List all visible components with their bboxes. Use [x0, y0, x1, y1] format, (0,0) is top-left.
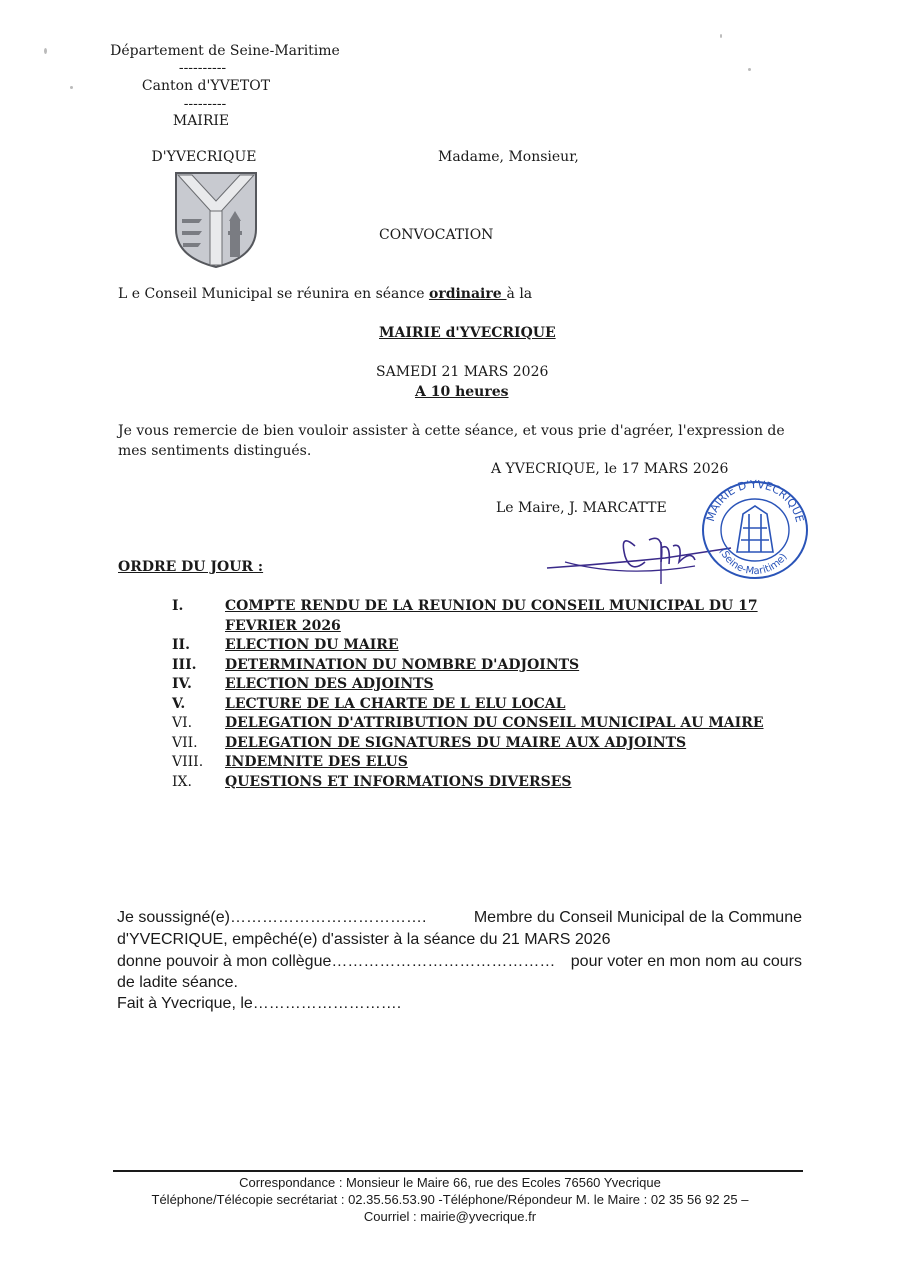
meeting-date: SAMEDI 21 MARS 2026 — [376, 364, 549, 380]
signatory: Le Maire, J. MARCATTE — [496, 500, 667, 516]
list-item — [172, 597, 812, 636]
intro-emphasis: ordinaire — [428, 286, 507, 302]
list-item — [172, 675, 812, 695]
meeting-time: A 10 heures — [415, 384, 509, 400]
agenda-number: III. — [172, 656, 197, 673]
proxy-line-4: de ladite séance. — [117, 974, 238, 991]
proxy-member-text: Membre du Conseil Municipal de la Commune — [473, 909, 802, 926]
proxy-vote-text: pour voter en mon nom au cours — [570, 953, 802, 970]
proxy-name-blank: Je soussigné(e)………………………………. — [117, 909, 427, 926]
footer-line-1: Correspondance : Monsieur le Maire 66, rue des Ecoles 76560 Yvecrique — [239, 1175, 661, 1190]
proxy-line-5: Fait à Yvecrique, le………………………. — [117, 995, 402, 1012]
footer-rule — [113, 1170, 803, 1172]
agenda-text: DELEGATION D'ATTRIBUTION DU CONSEIL MUNICIPAL AU MAIRE — [225, 715, 764, 731]
agenda-number: VI. — [172, 715, 193, 731]
agenda-text: DELEGATION DE SIGNATURES DU MAIRE AUX ADJOINTS — [225, 734, 687, 751]
scan-speck — [44, 48, 47, 54]
agenda-text: INDEMNITE DES ELUS — [225, 754, 408, 770]
closing-line-2: mes sentiments distingués. — [118, 443, 312, 459]
agenda-text: QUESTIONS ET INFORMATIONS DIVERSES — [225, 773, 572, 790]
convocation-title: CONVOCATION — [379, 227, 494, 243]
agenda-number: VII. — [172, 734, 198, 751]
list-item — [172, 753, 812, 773]
commune-line: D'YVECRIQUE — [151, 149, 257, 165]
canton-line: Canton d'YVETOT — [141, 78, 271, 94]
header-separator: ---------- — [178, 60, 227, 76]
agenda-text: DETERMINATION DU NOMBRE D'ADJOINTS — [225, 656, 580, 673]
agenda-title: ORDRE DU JOUR : — [118, 559, 264, 575]
scan-speck — [720, 34, 722, 38]
agenda-text: COMPTE RENDU DE LA REUNION DU CONSEIL MUNICIPAL DU 17 FEVRIER 2026 — [225, 598, 758, 634]
mairie-stamp-icon — [699, 478, 811, 582]
scan-speck — [748, 68, 751, 71]
agenda-number: IV. — [172, 676, 192, 692]
proxy-line-3 — [117, 953, 802, 971]
intro-after: à la — [506, 286, 533, 302]
agenda-number: IX. — [172, 773, 192, 790]
venue: MAIRIE d'YVECRIQUE — [379, 325, 556, 341]
list-item — [172, 695, 812, 715]
proxy-line-2: d'YVECRIQUE, empêché(e) d'assister à la séance du 21 MARS 2026 — [117, 931, 611, 948]
agenda-text: LECTURE DE LA CHARTE DE L ELU LOCAL — [225, 695, 566, 712]
agenda-number: I. — [172, 598, 184, 614]
closing-line-1: Je vous remercie de bien vouloir assister à cette séance, et vous prie d'agréer, l'expression de — [118, 423, 785, 439]
list-item — [172, 773, 812, 793]
greeting: Madame, Monsieur, — [438, 149, 579, 165]
agenda-number: VIII. — [172, 754, 204, 770]
agenda-list — [172, 597, 812, 792]
footer-line-3: Courriel : mairie@yvecrique.fr — [363, 1209, 537, 1224]
stamp-bottom-text: (Seine-Maritime) — [716, 546, 790, 578]
list-item — [172, 734, 812, 754]
agenda-number: V. — [172, 695, 186, 712]
mairie-line: MAIRIE — [172, 113, 230, 129]
agenda-text: ELECTION DU MAIRE — [225, 637, 399, 653]
footer-line-2: Téléphone/Télécopie secrétariat : 02.35.56.53.90 -Téléphone/Répondeur M. le Maire : 02 35 56 92 25 – — [151, 1192, 749, 1207]
header-separator: --------- — [183, 96, 227, 112]
list-item — [172, 714, 812, 734]
place-date: A YVECRIQUE, le 17 MARS 2026 — [491, 461, 729, 477]
intro-sentence — [118, 286, 532, 302]
svg-text:MAIRIE D'YVECRIQUE — [704, 478, 806, 524]
list-item — [172, 656, 812, 676]
agenda-text: ELECTION DES ADJOINTS — [225, 676, 434, 692]
scan-speck — [70, 86, 73, 89]
proxy-colleague-blank: donne pouvoir à mon collègue…………………………………… — [117, 953, 556, 970]
coat-of-arms-icon — [174, 171, 258, 269]
list-item — [172, 636, 812, 656]
intro-before: L e Conseil Municipal se réunira en séance — [118, 286, 429, 302]
proxy-line-1 — [117, 909, 802, 927]
stamp-top-text: MAIRIE D'YVECRIQUE — [703, 478, 807, 524]
department-line: Département de Seine-Maritime — [110, 43, 340, 59]
agenda-number: II. — [172, 637, 190, 653]
